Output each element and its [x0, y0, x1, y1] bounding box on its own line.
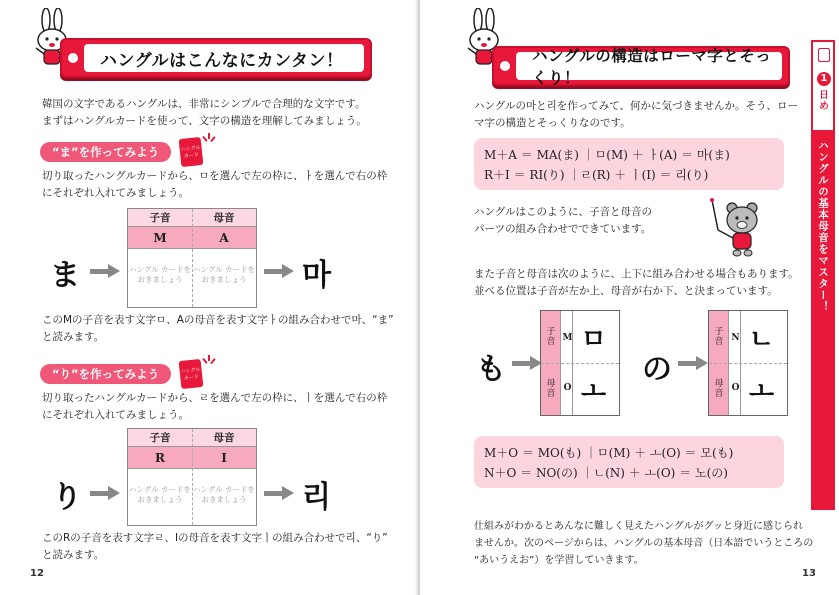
right-intro-line: マ字の構造とそっくりなのです。 — [474, 117, 631, 129]
section-ri-instructions — [42, 390, 402, 424]
formula-row: N＋O ＝ NO(の) ｜ㄴ(N) ＋ ㅗ(O) ＝ 노(の) — [484, 466, 728, 480]
page-number-left: 12 — [30, 568, 44, 579]
vertical-intro-line: 並べる位置は子音が左か上、母音が右か下、と決まっています。 — [474, 285, 778, 297]
left-intro-line: 韓国の文字であるハングルは、非常にシンプルで合理的な文字です。 — [42, 98, 366, 110]
instruction-line: 切り取ったハングルカードから、ㅁを選んで左の枠に、ㅏを選んで右の枠 — [42, 170, 388, 182]
bottom-glyph: ㅗ — [749, 377, 775, 407]
consonant-label: 子音 — [546, 327, 556, 347]
result-char-ri: 리 — [302, 480, 331, 515]
section-ma-explanation — [42, 312, 402, 346]
instruction-line: にそれぞれ入れてみましょう。 — [42, 409, 189, 421]
ri-composition-table — [127, 428, 257, 526]
vowel-letter: O — [563, 383, 572, 393]
explanation-line: と読みます。 — [42, 549, 105, 561]
day-label: 日め — [819, 90, 829, 112]
result-char-ma: 마 — [302, 258, 331, 293]
vowel-header: 母音 — [213, 212, 235, 224]
left-intro-line: まずはハングルカードを使って、文字の構造を理解してみましょう。 — [42, 115, 367, 127]
box-divider — [709, 363, 787, 364]
sparkle-icon — [202, 354, 214, 366]
section-ma-instructions — [42, 168, 402, 202]
hangul-card-icon: ハングルカード — [179, 137, 204, 167]
vowel-label: 母音 — [546, 379, 556, 399]
closing-line: ませんか。次のページからは、ハングルの基本母音（日本語でいうところの — [474, 538, 814, 549]
consonant-letter: M — [153, 231, 167, 245]
consonant-letter: R — [155, 451, 165, 465]
side-tab-header — [811, 40, 835, 132]
bear-text — [474, 204, 724, 238]
right-intro-line: ハングルの마と리を作ってみて、何かに気づきませんか。そう、ロー — [474, 100, 799, 112]
consonant-header: 子音 — [149, 432, 171, 444]
consonant-header: 子音 — [149, 212, 171, 224]
bear-text-line: ハングルはこのように、子音と母音の — [474, 206, 652, 218]
sparkle-icon — [202, 132, 214, 144]
section-ri-pill: “り”を作ってみよう — [40, 364, 171, 384]
right-title-banner — [492, 46, 790, 86]
closing-line: 仕組みがわかるとあんなに難しく見えたハングルがグッと身近に感じられ — [474, 521, 803, 532]
left-page-title: ハングルはこんなにカンタン！ — [84, 44, 364, 72]
formula-row: R＋I ＝ RI(り) ｜ㄹ(R) ＋ ㅣ(I) ＝ 리(り) — [484, 168, 709, 182]
bottom-glyph: ㅗ — [581, 377, 607, 407]
no-vertical-box — [708, 310, 788, 416]
left-page — [0, 0, 418, 595]
arrow-right-icon — [90, 264, 120, 278]
table-divider — [192, 209, 193, 307]
day-number-badge: 1 — [817, 72, 831, 86]
formula-row: M＋A ＝ MA(ま) ｜ㅁ(M) ＋ ㅏ(A) ＝ 마(ま) — [484, 148, 730, 162]
vowel-letter: I — [221, 451, 227, 465]
consonant-label: 子音 — [714, 327, 724, 347]
section-ma-pill: “ま”を作ってみよう — [40, 142, 171, 162]
consonant-letter: M — [562, 333, 573, 343]
hangul-card-icon: ハングルカード — [179, 359, 204, 389]
bear-text-line: パーツの組み合わせでできています。 — [474, 223, 652, 235]
source-char-no: の — [642, 352, 672, 387]
closing-line: “あいうえお”）を学習していきます。 — [474, 555, 644, 566]
page-number-right: 13 — [802, 568, 816, 579]
source-char-ri: り — [52, 480, 82, 515]
right-page-title: ハングルの構造はローマ字とそっくり！ — [516, 52, 782, 80]
arrow-right-icon — [678, 356, 708, 370]
explanation-line: このRの子音を表す文字ㄹ、Iの母音を表す文字ㅣの組み合わせで리、“り” — [42, 532, 388, 544]
formula-box-bottom — [474, 436, 784, 488]
box-divider — [541, 363, 619, 364]
chapter-title: ハングルの基本母音をマスター！ — [817, 140, 829, 313]
vowel-label: 母音 — [714, 379, 724, 399]
chapter-side-tab — [811, 40, 835, 510]
vowel-letter: O — [731, 383, 740, 393]
banner-dot — [500, 61, 510, 71]
closing-text — [474, 518, 826, 569]
top-glyph: ㅁ — [581, 325, 607, 355]
left-intro — [42, 96, 402, 130]
book-icon — [818, 48, 830, 62]
formula-box-top — [474, 138, 784, 190]
instruction-line: 切り取ったハングルカードから、ㄹを選んで左の枠に、ㅣを選んで右の枠 — [42, 392, 388, 404]
right-page — [420, 0, 839, 595]
explanation-line: このMの子音を表す文字ㅁ、Aの母音を表す文字ㅏの組み合わせで마、“ま” — [42, 314, 394, 326]
mo-vertical-box — [540, 310, 620, 416]
bear-teacher-icon — [706, 196, 768, 258]
right-intro — [474, 98, 814, 132]
vowel-letter: A — [219, 231, 229, 245]
arrow-right-icon — [264, 264, 294, 278]
vowel-header: 母音 — [213, 432, 235, 444]
explanation-line: と読みます。 — [42, 331, 105, 343]
card-slot-left[interactable]: ハングル カードを おきましょう — [128, 485, 191, 504]
section-ri-explanation — [42, 530, 402, 564]
left-title-banner — [60, 38, 372, 78]
source-char-mo: も — [476, 352, 506, 387]
instruction-line: にそれぞれ入れてみましょう。 — [42, 187, 189, 199]
card-slot-left[interactable]: ハングル カードを おきましょう — [128, 265, 191, 284]
arrow-right-icon — [264, 486, 294, 500]
card-slot-right[interactable]: ハングル カードを おきましょう — [192, 265, 255, 284]
top-glyph: ㄴ — [749, 325, 775, 355]
banner-dot — [68, 53, 78, 63]
table-divider — [192, 429, 193, 525]
consonant-letter: N — [731, 333, 740, 343]
vertical-intro — [474, 266, 814, 300]
vertical-intro-line: また子音と母音は次のように、上下に組み合わせる場合もあります。 — [474, 268, 799, 280]
card-slot-right[interactable]: ハングル カードを おきましょう — [192, 485, 255, 504]
source-char-ma: ま — [50, 258, 80, 293]
formula-row: M＋O ＝ MO(も) ｜ㅁ(M) ＋ ㅗ(O) ＝ 모(も) — [484, 446, 734, 460]
ma-composition-table — [127, 208, 257, 308]
arrow-right-icon — [512, 356, 542, 370]
arrow-right-icon — [90, 486, 120, 500]
